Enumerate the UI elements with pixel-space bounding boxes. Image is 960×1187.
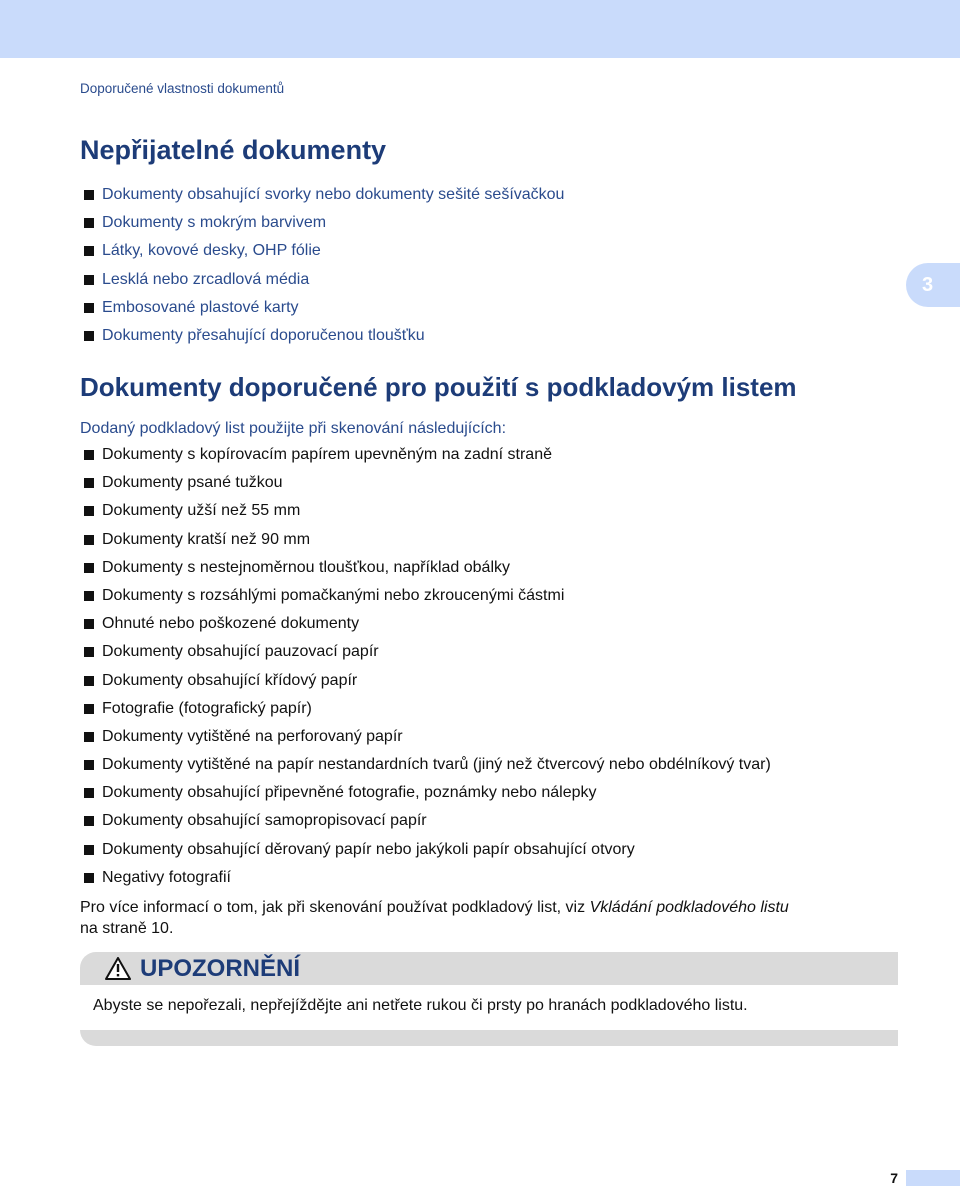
square-bullet-icon [84, 647, 94, 657]
square-bullet-icon [84, 190, 94, 200]
section-title-carrier-sheet: Dokumenty doporučené pro použití s podkladovým listem [80, 372, 797, 402]
square-bullet-icon [84, 591, 94, 601]
list-item [80, 322, 564, 350]
square-bullet-icon [84, 506, 94, 516]
square-bullet-icon [84, 218, 94, 228]
carrier-sheet-list [80, 441, 771, 892]
list-item [80, 638, 771, 666]
list-item [80, 209, 564, 237]
list-item [80, 497, 771, 525]
unacceptable-list [80, 181, 564, 350]
more-info-page-ref: na straně 10. [80, 920, 174, 937]
square-bullet-icon [84, 246, 94, 256]
caution-title: UPOZORNĚNÍ [140, 955, 301, 982]
top-band [0, 0, 960, 58]
list-item-text: Dokumenty s rozsáhlými pomačkanými nebo zkroucenými částmi [102, 586, 565, 604]
list-item [80, 807, 771, 835]
more-info-text: Pro více informací o tom, jak při skenování používat podkladový list, viz [80, 899, 590, 916]
square-bullet-icon [84, 873, 94, 883]
list-item-text: Dokumenty kratší než 90 mm [102, 530, 311, 548]
list-item-text: Lesklá nebo zrcadlová média [102, 270, 310, 288]
list-item-text: Dokumenty vytištěné na papír nestandardních tvarů (jiný než čtvercový nebo obdélníkový tvar) [102, 756, 771, 774]
list-item [80, 836, 771, 864]
list-item [80, 751, 771, 779]
list-item [80, 237, 564, 265]
list-item [80, 554, 771, 582]
list-item-text: Dokumenty užší než 55 mm [102, 502, 301, 520]
list-item [80, 582, 771, 610]
square-bullet-icon [84, 303, 94, 313]
square-bullet-icon [84, 760, 94, 770]
caution-footer [80, 1030, 898, 1046]
square-bullet-icon [84, 450, 94, 460]
cross-reference-link[interactable]: Vkládání podkladového listu [589, 899, 789, 916]
square-bullet-icon [84, 563, 94, 573]
list-item-text: Látky, kovové desky, OHP fólie [102, 242, 321, 260]
list-item [80, 864, 771, 892]
list-item-text: Dokumenty s nestejnoměrnou tloušťkou, například obálky [102, 558, 510, 576]
list-item-text: Dokumenty přesahující doporučenou tloušťku [102, 326, 425, 344]
square-bullet-icon [84, 478, 94, 488]
list-item-text: Dokumenty obsahující pauzovací papír [102, 643, 379, 661]
list-item-text: Dokumenty obsahující samopropisovací papír [102, 812, 427, 830]
square-bullet-icon [84, 331, 94, 341]
square-bullet-icon [84, 788, 94, 798]
page-tab [906, 1170, 960, 1186]
list-item [80, 667, 771, 695]
square-bullet-icon [84, 676, 94, 686]
list-item-text: Ohnuté nebo poškozené dokumenty [102, 615, 360, 633]
list-item [80, 266, 564, 294]
list-item-text: Fotografie (fotografický papír) [102, 699, 312, 717]
list-item [80, 723, 771, 751]
square-bullet-icon [84, 845, 94, 855]
section-intro: Dodaný podkladový list použijte při skenování následujících: [80, 420, 507, 437]
list-item-text: Dokumenty obsahující připevněné fotografie, poznámky nebo nálepky [102, 784, 597, 802]
page-number: 7 [890, 1170, 898, 1186]
square-bullet-icon [84, 704, 94, 714]
list-item [80, 441, 771, 469]
list-item [80, 469, 771, 497]
square-bullet-icon [84, 275, 94, 285]
list-item [80, 610, 771, 638]
section-title-unacceptable: Nepřijatelné dokumenty [80, 135, 387, 165]
list-item-text: Dokumenty s mokrým barvivem [102, 214, 327, 232]
list-item-text: Dokumenty obsahující svorky nebo dokumenty sešité sešívačkou [102, 186, 565, 203]
square-bullet-icon [84, 816, 94, 826]
list-item-text: Dokumenty obsahující děrovaný papír nebo jakýkoli papír obsahující otvory [102, 840, 635, 858]
list-item [80, 779, 771, 807]
caution-header [80, 952, 898, 985]
more-info-paragraph [80, 897, 880, 939]
square-bullet-icon [84, 535, 94, 545]
chapter-tab: 3 [906, 263, 960, 307]
list-item [80, 181, 564, 209]
list-item-text: Embosované plastové karty [102, 298, 299, 316]
caution-text: Abyste se nepořezali, nepřejíždějte ani netřete rukou či prsty po hranách podkladového listu. [93, 997, 748, 1014]
list-item-text: Dokumenty vytištěné na perforovaný papír [102, 727, 403, 745]
square-bullet-icon [84, 619, 94, 629]
running-header: Doporučené vlastnosti dokumentů [80, 81, 285, 96]
square-bullet-icon [84, 732, 94, 742]
list-item-text: Dokumenty psané tužkou [102, 474, 283, 492]
list-item [80, 294, 564, 322]
list-item-text: Negativy fotografií [102, 868, 231, 886]
list-item [80, 526, 771, 554]
warning-triangle-icon [105, 957, 131, 985]
list-item [80, 695, 771, 723]
list-item-text: Dokumenty obsahující křídový papír [102, 671, 358, 689]
list-item-text: Dokumenty s kopírovacím papírem upevněným na zadní straně [102, 446, 552, 463]
